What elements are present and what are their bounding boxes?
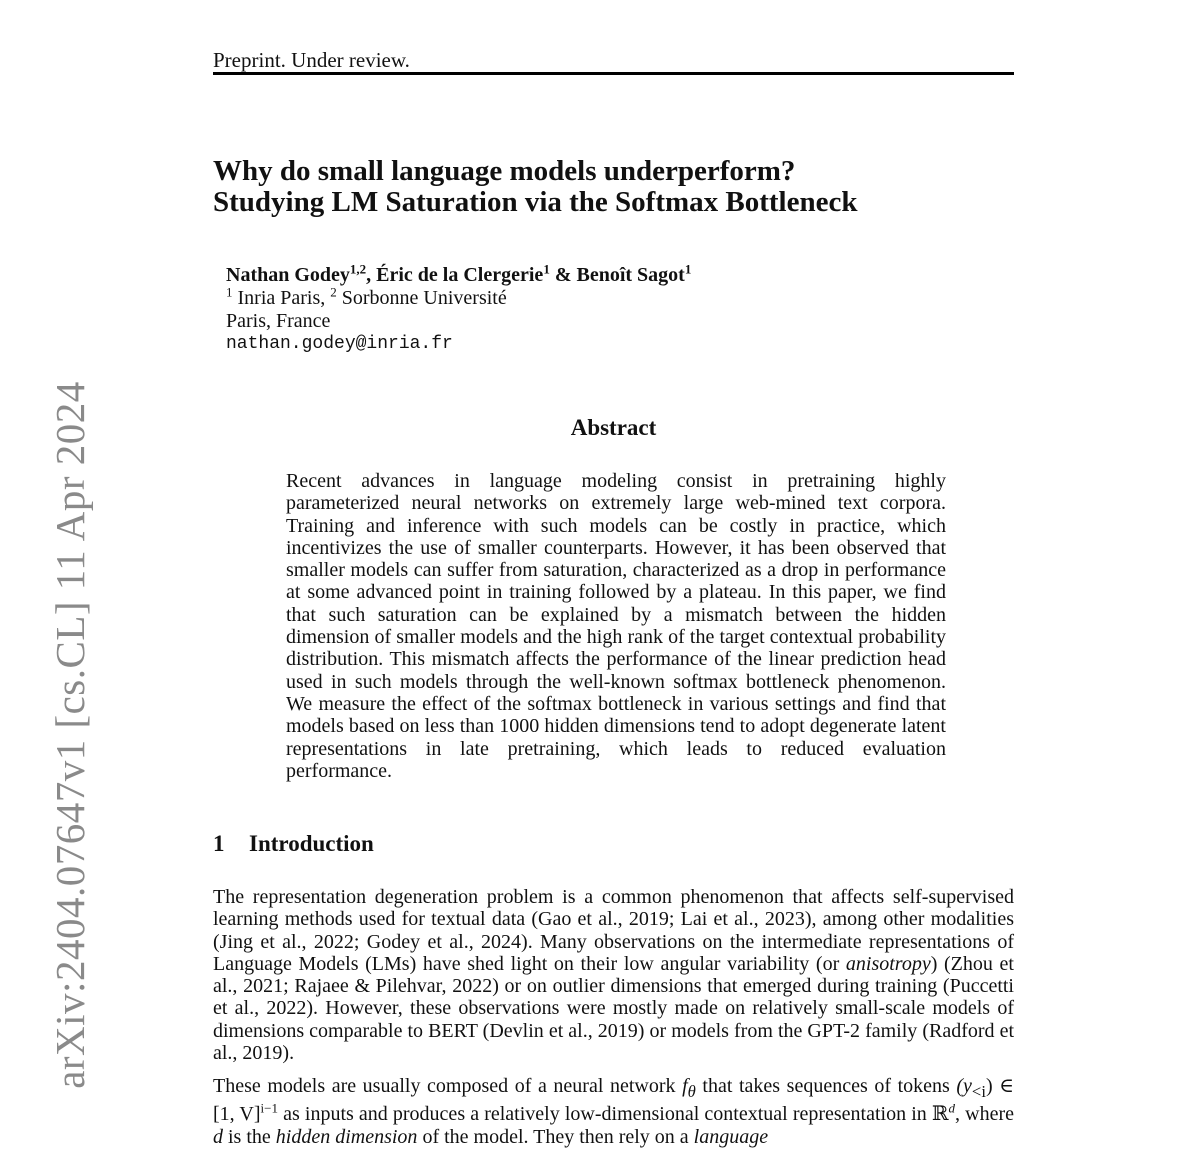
math-seq-sup: i−1 [260, 1100, 278, 1116]
math-d: d [213, 1125, 223, 1148]
math-real: ℝ [931, 1103, 949, 1126]
author-2-affil: 1 [543, 261, 550, 277]
author-block [226, 261, 692, 356]
p1-anisotropy: anisotropy [845, 952, 931, 975]
p2-part-b: that takes sequences of tokens [695, 1075, 957, 1097]
math-seq-sub: <i [971, 1082, 986, 1101]
author-2: Éric de la Clergerie [376, 264, 544, 286]
p1-part-b: ) (Zhou et al., 2021; Rajaee & Pilehvar, 2022) or on outlier dimensions that emerged during training (Puccetti et al., 2022). However, these observations were mostly made on relatively small-scale models of dimensions comparable to BERT (Devlin et al., 2019) or models from the GPT-2 family (Radford et al., 2019). [213, 952, 1014, 1065]
math-real-sup: d [948, 1100, 956, 1116]
abstract-heading: Abstract [570, 415, 657, 440]
header-rule [213, 72, 1014, 75]
p2-hidden-dimension: hidden dimension [275, 1125, 418, 1148]
paper-title [213, 156, 1014, 218]
intro-paragraph-1 [213, 886, 1014, 1064]
affiliation-1: Inria Paris, [232, 287, 331, 309]
section-heading-introduction [213, 831, 374, 857]
email[interactable]: nathan.godey@inria.fr [226, 334, 453, 354]
intro-paragraph-2 [213, 1075, 1014, 1148]
math-theta: θ [687, 1082, 696, 1101]
abstract-text: Recent advances in language modeling consist in pretraining highly parameterized neural networks on extremely large web-mined text corpora. Training and inference with such models can be costly in practice, which incentivizes the use of smaller counterparts. However, it has been observed that smaller models can suffer from saturation, characterized as a drop in performance at some advanced point in training followed by a plateau. In this paper, we find that such saturation can be explained by a mismatch between the hidden dimension of smaller models and the high rank of the target contextual probability distribution. This mismatch affects the performance of the linear prediction head used in such models through the well-known softmax bottleneck phenomenon. We measure the effect of the softmax bottleneck in various settings and find that models based on less than 1000 hidden dimensions tend to adopt degenerate latent representations in late pretraining, which leads to reduced evaluation performance. [286, 470, 946, 782]
author-1: Nathan Godey [226, 264, 350, 286]
p1-part-a: The representation degeneration problem is a common phenomenon that affects self-supervised learning methods used for textual data (Gao et al., 2019; Lai et al., 2023), among other modalities (Jing et al., 2022; Godey et al., 2024). Many observations on the intermediate representations of Language Models (LMs) have shed light on their low angular variability (or [213, 886, 1014, 975]
author-1-affil: 1,2 [349, 261, 367, 277]
math-f: f [682, 1075, 688, 1097]
math-seq-close: ) ∈ [1, V] [213, 1075, 1014, 1126]
p2-part-d3: of the model. They then rely on a [417, 1125, 694, 1148]
author-3-affil: 1 [684, 261, 692, 277]
running-header: Preprint. Under review. [213, 48, 410, 72]
section-title: Introduction [249, 831, 374, 856]
location: Paris, France [226, 310, 331, 332]
p2-part-d2: is the [223, 1125, 276, 1148]
affil-sup-2: 2 [330, 284, 337, 300]
author-3: Benoît Sagot [576, 264, 685, 286]
p2-part-a: These models are usually composed of a neural network [213, 1075, 683, 1097]
affiliations [226, 284, 691, 310]
p2-part-d1: , where [955, 1103, 1015, 1126]
math-seq: (y [956, 1075, 972, 1097]
affil-sup-1: 1 [226, 284, 233, 300]
title-line-1: Why do small language models underperform? [213, 155, 796, 187]
arxiv-identifier: arXiv:2404.07647v1 [cs.CL] 11 Apr 2024 [47, 381, 93, 1089]
affiliation-2: Sorbonne Université [336, 287, 507, 309]
title-line-2: Studying LM Saturation via the Softmax Bottleneck [213, 186, 858, 218]
section-number: 1 [213, 831, 225, 856]
p2-language: language [693, 1125, 769, 1148]
p2-part-c: as inputs and produces a relatively low-dimensional contextual representation in [277, 1103, 932, 1126]
author-separator: & [549, 264, 577, 286]
abstract-body [286, 470, 946, 782]
author-names: Nathan Godey$^{1,2}$, Éric de la Clergerie$^1$ & Benoît Sagot$^1$ [226, 261, 692, 286]
